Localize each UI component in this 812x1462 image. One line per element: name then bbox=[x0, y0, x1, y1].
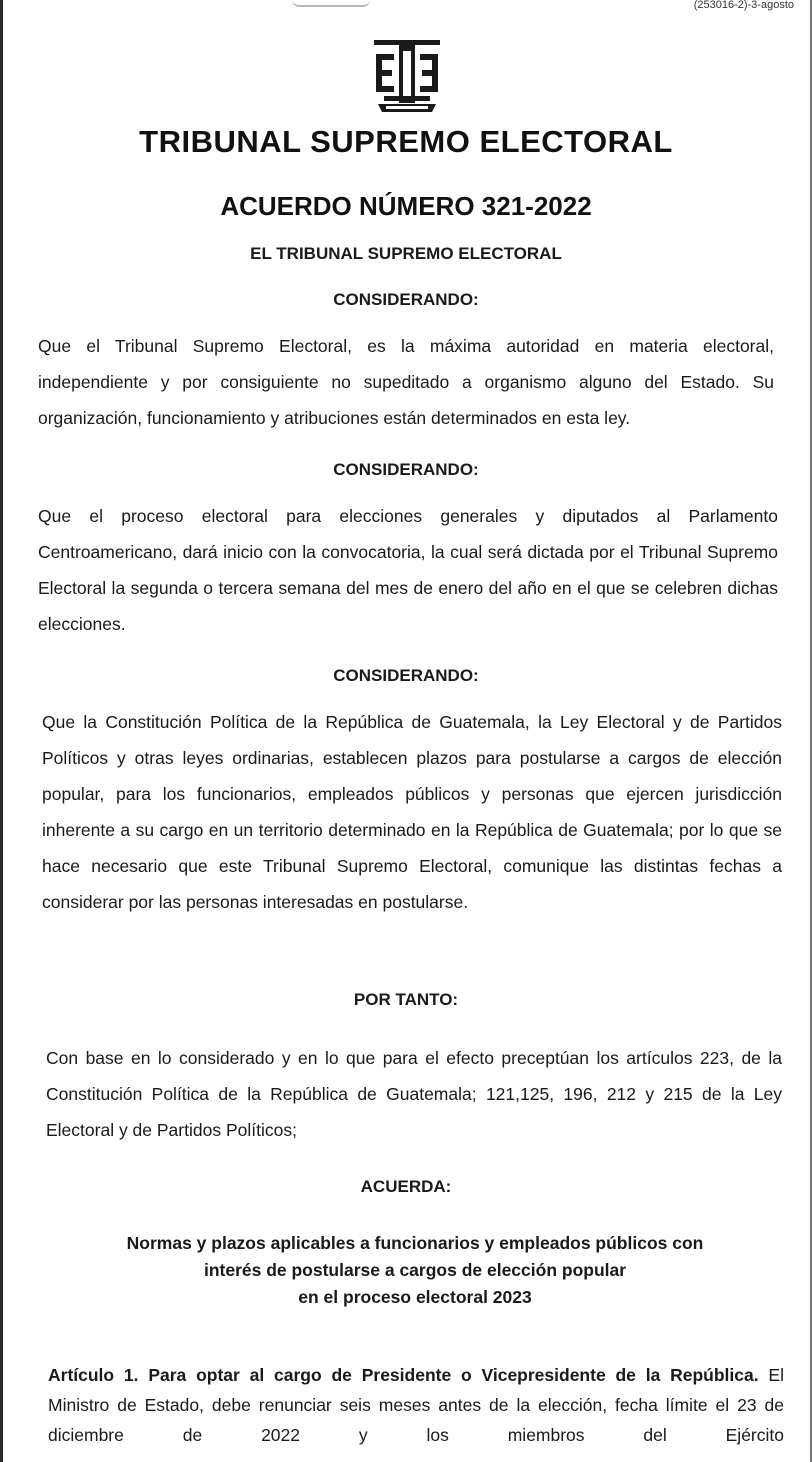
scan-smudge bbox=[292, 0, 370, 7]
considerando-heading-3: CONSIDERANDO: bbox=[333, 666, 479, 685]
considerando-paragraph-3: Que la Constitución Política de la República de Guatemala, la Ley Electoral y de Partidos Políticos y otras leyes ordinarias, establecen plazos para postularse a cargos de elección popular, para los funcionarios, empleados públicos y personas que ejercen jurisdicción inherente a su cargo en un territorio determinado en la República de Guatemala; por lo que se hace necesario que este Tribunal Supremo Electoral, comunique las distintas fechas a considerar por las personas interesadas en postularse. bbox=[42, 712, 782, 912]
considerando-paragraph-2: Que el proceso electoral para elecciones generales y diputados al Parlamento Centroamericano, dará inicio con la convocatoria, la cual será dictada por el Tribunal Supremo Electoral la segunda o tercera semana del mes de enero del año en el que se celebren dichas elecciones. bbox=[38, 506, 778, 634]
reference-code: (253016-2)-3-agosto bbox=[693, 0, 794, 11]
considerando-heading-1: CONSIDERANDO: bbox=[333, 290, 479, 309]
norms-title-line-2: interés de postularse a cargos de elección popular bbox=[203, 1260, 627, 1280]
article-1-text: El Ministro de Estado, debe renunciar seis meses antes de la elección, fecha límite el 23 de diciembre de 2022 y los miembros del Ejército bbox=[48, 1365, 784, 1445]
article-1 bbox=[48, 1360, 784, 1450]
considerando-heading-2: CONSIDERANDO: bbox=[333, 460, 479, 479]
norms-title-line-1: Normas y plazos aplicables a funcionarios y empleados públicos con bbox=[126, 1233, 704, 1253]
article-1-label: Artículo 1. Para optar al cargo de Presidente o Vicepresidente de la República. bbox=[48, 1365, 759, 1385]
norms-title-line-3: en el proceso electoral 2023 bbox=[298, 1287, 532, 1307]
norms-title bbox=[60, 1230, 770, 1311]
por-tanto-heading: POR TANTO: bbox=[353, 990, 459, 1009]
por-tanto-paragraph: Con base en lo considerado y en lo que para el efecto preceptúan los artículos 223, de la Constitución Política de la República de Guatemala; 121,125, 196, 212 y 215 de la Ley Electoral y de Partidos Políticos; bbox=[46, 1048, 782, 1140]
institution-title: TRIBUNAL SUPREMO ELECTORAL bbox=[139, 124, 673, 159]
considerando-paragraph-1: Que el Tribunal Supremo Electoral, es la máxima autoridad en materia electoral, independiente y por consiguiente no supeditado a organismo alguno del Estado. Su organización, funcionamiento y atribuciones están determinados en esta ley. bbox=[38, 336, 774, 428]
issuer-line: EL TRIBUNAL SUPREMO ELECTORAL bbox=[250, 244, 562, 263]
acuerda-heading: ACUERDA: bbox=[360, 1177, 452, 1196]
agreement-title: ACUERDO NÚMERO 321-2022 bbox=[220, 191, 592, 221]
tse-logo bbox=[366, 38, 448, 118]
